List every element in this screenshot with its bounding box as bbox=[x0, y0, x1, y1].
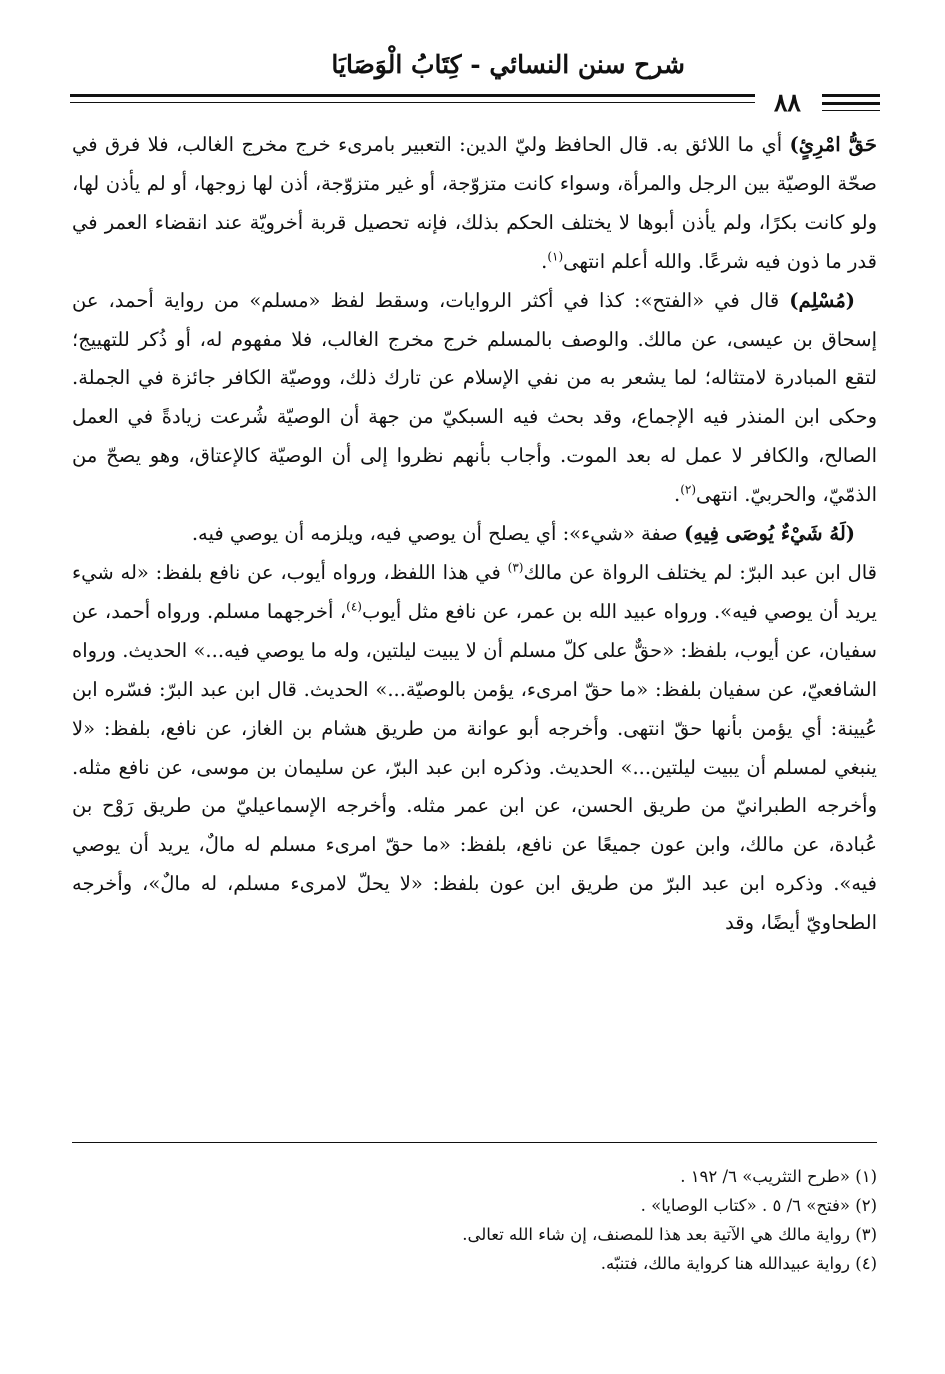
header-rule-thin bbox=[70, 102, 755, 103]
page-number: ٨٨ bbox=[774, 88, 801, 117]
paragraph-text: قال في «الفتح»: كذا في أكثر الروايات، وسقط لفظ «مسلم» من رواية أحمد، عن إسحاق بن عيسى، عن مالك. والوصف بالمسلم خرج مخرج الغالب، فلا مفهوم له، أو ذُكر للتهييج؛ لتقع المبادرة لامتثاله؛ لما يشعر به من نفي الإسلام عن تارك ذلك، ووصيّة الكافر جائزة في الجملة. وحكى ابن المنذر فيه الإجماع، وقد بحث فيه السبكيّ من جهة أن الوصيّة شُرعت زيادةً في العمل الصالح، والكافر لا عمل له بعد الموت. وأجاب بأنهم نظروا إلى أن الوصيّة كالإعتاق، وهو يصحّ من الذمّيّ، والحربيّ. انتهى bbox=[72, 288, 877, 507]
paragraph-3 bbox=[72, 515, 877, 554]
main-text bbox=[72, 126, 877, 943]
paragraph-end: . bbox=[541, 249, 548, 273]
footnote-ref: (٣) bbox=[507, 560, 524, 575]
footnote-3: (٣) رواية مالك هي الآتية بعد هذا للمصنف، إن شاء الله تعالى. bbox=[462, 1225, 877, 1244]
paragraph-text: صفة «شيء»: أي يصلح أن يوصي فيه، ويلزمه أن يوصي فيه. bbox=[191, 522, 685, 546]
footnote-ref: (٢) bbox=[680, 482, 697, 497]
page-number-rule bbox=[822, 102, 880, 105]
page-number-rule bbox=[822, 110, 880, 111]
footnote-4: (٤) رواية عبيدالله هنا كرواية مالك، فتنبّه. bbox=[600, 1254, 877, 1273]
running-title: شرح سنن النسائي - كِتَابُ الْوَصَايَا bbox=[331, 50, 685, 79]
footnote-1: (١) «طرح التثريب» ٦/ ١٩٢ . bbox=[680, 1167, 877, 1186]
footnote-ref: (١) bbox=[547, 249, 564, 264]
paragraph-4 bbox=[72, 554, 877, 943]
paragraph-text: في هذا اللفظ، ورواه أيوب، عن نافع بلفظ: «له شيء يريد أن يوصي فيه». ورواه عبيد الله بن عمر، عن نافع مثل أيوب bbox=[72, 560, 877, 623]
page-number-rule bbox=[822, 94, 880, 97]
paragraph-text: ، أخرجهما مسلم. ورواه أحمد، عن سفيان، عن أيوب، بلفظ: «حقٌّ على كلّ مسلم أن لا يبيت ليلتين، وله ما يوصي فيه...» الحديث. ورواه الشافعيّ، عن سفيان بلفظ: «ما حقّ امرىء، يؤمن بالوصيّة...» الحديث. قال ابن عبد البرّ: فسّره ابن عُيينة: أي يؤمن بأنها حقّ انتهى. وأخرجه أبو عوانة من طريق هشام بن الغاز، عن نافع، بلفظ: «لا ينبغي لمسلم أن يبيت ليلتين...» الحديث. وذكره ابن عبد البرّ، عن سليمان بن موسى، عن نافع مثله. وأخرجه الطبرانيّ من طريق الحسن، عن ابن عمر مثله. وأخرجه الإسماعيليّ من طريق رَوْح بن عُبادة، عن مالك، وابن عون جميعًا عن نافع، بلفظ: «ما حقّ امرىء مسلم له مالٌ، يريد أن يوصي فيه». وذكره ابن عبد البرّ من طريق ابن عون بلفظ: «لا يحلّ لامرىء مسلم، له مالٌ»، وأخرجه الطحاويّ أيضًا، وقد bbox=[72, 599, 877, 935]
lemma: (لَهُ شَيْءٌ يُوصَى فِيهِ) bbox=[684, 522, 855, 546]
footnote-separator bbox=[72, 1142, 877, 1143]
paragraph-text: أي ما اللائق به. قال الحافظ وليّ الدين: التعبير بامرىء خرج مخرج الغالب، فلا فرق في صحّة الوصيّة بين الرجل والمرأة، وسواء كانت متزوّجة، أو غير متزوّجة، أذن لها زوجها، أو لم يأذن لها، ولو كانت بكرًا، ولم يأذن أبوها لا يختلف الحكم بذلك، فإنه تحصيل قربة أخرويّة عند انقضاء العمر في قدر ما ذون فيه شرعًا. والله أعلم انتهى bbox=[72, 133, 877, 273]
lemma: (مُسْلِم) bbox=[789, 288, 855, 312]
header-rule bbox=[70, 94, 755, 97]
footnote-2: (٢) «فتح» ٦/ ٥ . «كتاب الوصايا» . bbox=[640, 1196, 877, 1215]
page-header bbox=[60, 50, 880, 130]
paragraph-1 bbox=[72, 126, 877, 282]
paragraph-text: قال ابن عبد البرّ: لم يختلف الرواة عن مالك bbox=[523, 560, 877, 584]
footnote-ref: (٤) bbox=[346, 599, 362, 614]
footnotes bbox=[72, 1162, 877, 1278]
paragraph-2 bbox=[72, 282, 877, 515]
paragraph-end: . bbox=[674, 483, 681, 507]
lemma: حَقُّ امْرِئٍ) bbox=[789, 133, 877, 156]
